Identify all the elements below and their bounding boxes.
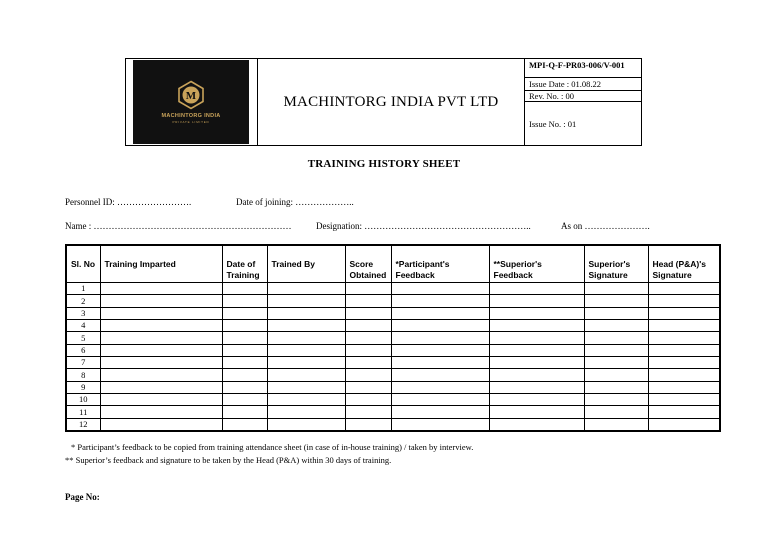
serial-number-cell: 12 (66, 418, 100, 431)
serial-number-cell: 3 (66, 307, 100, 319)
table-row (66, 418, 720, 431)
table-cell (267, 418, 345, 431)
logo-name: MACHINTORG INDIA (161, 113, 221, 119)
serial-number-cell: 11 (66, 406, 100, 418)
table-cell (100, 283, 222, 295)
table-cell (489, 418, 584, 431)
table-cell (584, 418, 648, 431)
table-cell (489, 332, 584, 344)
company-logo (133, 60, 249, 144)
table-cell (100, 295, 222, 307)
table-cell (584, 307, 648, 319)
table-cell (345, 418, 391, 431)
table-cell (648, 295, 720, 307)
table-cell (584, 320, 648, 332)
training-history-table (65, 244, 721, 432)
table-cell (584, 344, 648, 356)
table-cell (345, 320, 391, 332)
as-on-field: As on …………………. (561, 221, 650, 231)
table-row (66, 332, 720, 344)
table-cell (222, 381, 267, 393)
table-cell (345, 381, 391, 393)
table-cell (267, 357, 345, 369)
sheet-title: TRAINING HISTORY SHEET (307, 158, 461, 170)
table-cell (100, 418, 222, 431)
table-cell (584, 295, 648, 307)
table-header-row (66, 245, 720, 283)
table-cell (345, 344, 391, 356)
table-cell (648, 369, 720, 381)
table-cell (267, 307, 345, 319)
table-cell (222, 332, 267, 344)
table-cell (584, 406, 648, 418)
column-header: Head (P&A)'s Signature (648, 245, 720, 283)
serial-number-cell: 10 (66, 394, 100, 406)
table-cell (267, 332, 345, 344)
name-field: Name : ………………………………………………………… (65, 221, 292, 231)
table-cell (391, 406, 489, 418)
svg-text:M: M (185, 90, 197, 102)
serial-number-cell: 8 (66, 369, 100, 381)
rev-no: Rev. No. : 00 (525, 91, 641, 102)
table-cell (222, 283, 267, 295)
table-cell (345, 295, 391, 307)
table-cell (267, 369, 345, 381)
table-cell (345, 332, 391, 344)
table-cell (648, 357, 720, 369)
table-cell (100, 406, 222, 418)
column-header: Score Obtained (345, 245, 391, 283)
company-name-cell (258, 59, 525, 145)
table-cell (100, 381, 222, 393)
table-cell (489, 307, 584, 319)
table-cell (648, 283, 720, 295)
table-cell (584, 394, 648, 406)
table-cell (391, 357, 489, 369)
table-cell (267, 344, 345, 356)
date-of-joining-field: Date of joining: ……………….. (236, 197, 354, 207)
column-header: *Participant's Feedback (391, 245, 489, 283)
table-cell (489, 283, 584, 295)
table-cell (222, 357, 267, 369)
table-cell (391, 295, 489, 307)
table-cell (584, 283, 648, 295)
table-cell (345, 307, 391, 319)
table-cell (222, 369, 267, 381)
table-cell (391, 418, 489, 431)
logo-cell (126, 59, 258, 145)
table-cell (391, 332, 489, 344)
table-cell (345, 357, 391, 369)
table-cell (222, 344, 267, 356)
table-body (66, 283, 720, 432)
table-cell (489, 357, 584, 369)
designation-field: Designation: ……………………………………………….. (316, 221, 531, 231)
table-cell (648, 344, 720, 356)
table-cell (222, 295, 267, 307)
table-cell (489, 394, 584, 406)
table-cell (222, 320, 267, 332)
serial-number-cell: 9 (66, 381, 100, 393)
serial-number-cell: 6 (66, 344, 100, 356)
column-header: Training Imparted (100, 245, 222, 283)
table-cell (100, 357, 222, 369)
personnel-id-field: Personnel ID: ……………………. (65, 197, 192, 207)
table-cell (391, 369, 489, 381)
table-cell (100, 394, 222, 406)
table-row (66, 394, 720, 406)
table-cell (345, 283, 391, 295)
table-cell (391, 344, 489, 356)
serial-number-cell: 7 (66, 357, 100, 369)
page-number-label: Page No: (65, 492, 100, 502)
table-cell (100, 344, 222, 356)
table-row (66, 357, 720, 369)
table-cell (584, 369, 648, 381)
table-row (66, 406, 720, 418)
table-cell (648, 307, 720, 319)
issue-no: Issue No. : 01 (529, 118, 577, 129)
issue-date: Issue Date : 01.08.22 (525, 78, 641, 91)
table-cell (267, 320, 345, 332)
serial-number-cell: 2 (66, 295, 100, 307)
table-cell (489, 295, 584, 307)
column-header: Sl. No (66, 245, 100, 283)
table-cell (648, 394, 720, 406)
table-cell (648, 406, 720, 418)
table-cell (391, 381, 489, 393)
column-header: Date of Training (222, 245, 267, 283)
table-cell (489, 320, 584, 332)
logo-subtitle: PRIVATE LIMITED (172, 120, 210, 124)
table-cell (100, 369, 222, 381)
table-cell (489, 344, 584, 356)
table-row (66, 381, 720, 393)
table-row (66, 369, 720, 381)
table-cell (267, 295, 345, 307)
serial-number-cell: 4 (66, 320, 100, 332)
table-cell (100, 307, 222, 319)
table-cell (648, 381, 720, 393)
table-cell (489, 406, 584, 418)
table-cell (584, 357, 648, 369)
table-cell (391, 394, 489, 406)
serial-number-cell: 1 (66, 283, 100, 295)
table-cell (345, 406, 391, 418)
table-cell (489, 369, 584, 381)
table-cell (391, 320, 489, 332)
table-cell (267, 381, 345, 393)
footnote-participant: * Participant’s feedback to be copied from training attendance sheet (in case of in-house training) / taken by interview. (71, 442, 474, 452)
table-row (66, 295, 720, 307)
table-row (66, 283, 720, 295)
table-cell (267, 394, 345, 406)
footnote-superior: ** Superior’s feedback and signature to be taken by the Head (P&A) within 30 days of training. (65, 455, 392, 465)
table-cell (222, 406, 267, 418)
company-name: MACHINTORG INDIA PVT LTD (283, 93, 499, 110)
table-cell (391, 307, 489, 319)
table-cell (222, 418, 267, 431)
table-cell (100, 320, 222, 332)
table-cell (648, 418, 720, 431)
table-cell (648, 320, 720, 332)
table-row (66, 307, 720, 319)
table-cell (267, 283, 345, 295)
table-cell (584, 332, 648, 344)
document-control-cell (525, 59, 641, 145)
hexagon-m-logo-icon (176, 80, 206, 110)
table-cell (489, 381, 584, 393)
header-block (125, 58, 642, 146)
table-cell (267, 406, 345, 418)
table-row (66, 320, 720, 332)
column-header: Superior's Signature (584, 245, 648, 283)
doc-code: MPI-Q-F-PR03-006/V-001 (525, 59, 641, 78)
column-header: Trained By (267, 245, 345, 283)
table-cell (648, 332, 720, 344)
table-cell (391, 283, 489, 295)
table-cell (100, 332, 222, 344)
table-cell (345, 394, 391, 406)
table-cell (345, 369, 391, 381)
column-header: **Superior's Feedback (489, 245, 584, 283)
table-cell (222, 394, 267, 406)
serial-number-cell: 5 (66, 332, 100, 344)
table-cell (584, 381, 648, 393)
table-row (66, 344, 720, 356)
table-cell (222, 307, 267, 319)
